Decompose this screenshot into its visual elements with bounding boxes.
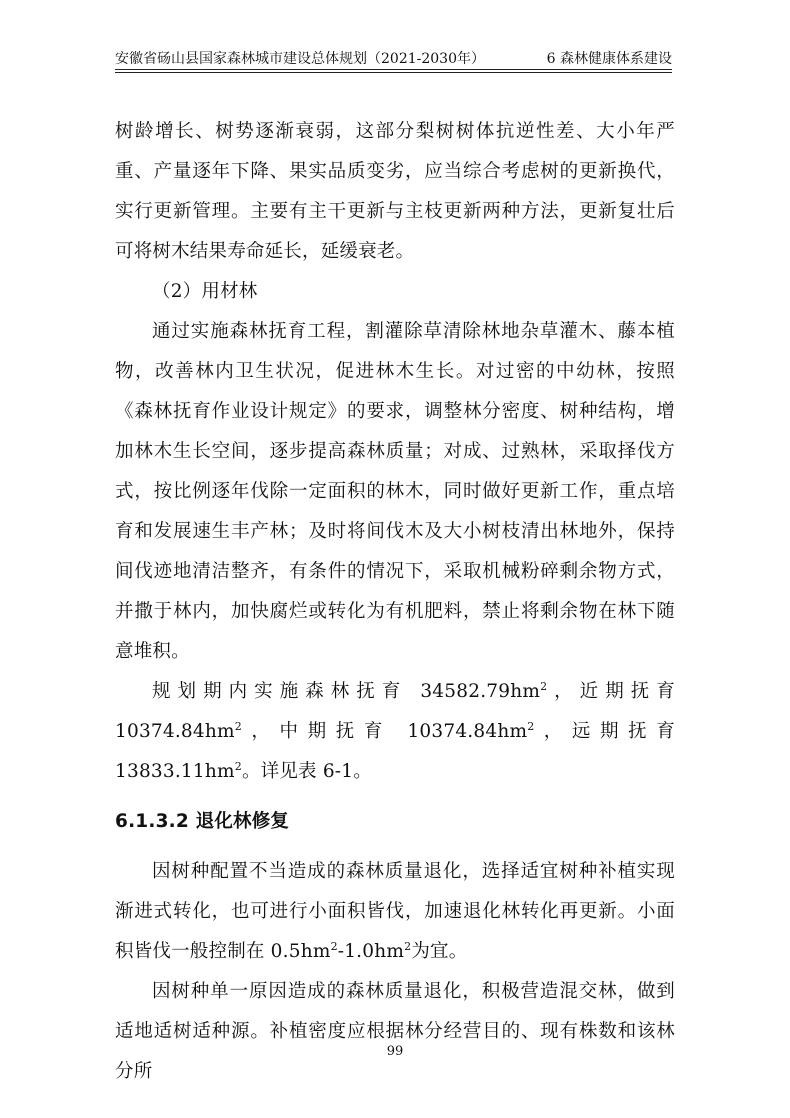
header-rule-thin xyxy=(115,72,672,73)
superscript: 2 xyxy=(404,939,412,953)
paragraph-degraded-forest xyxy=(115,852,675,972)
header-rule xyxy=(115,69,672,70)
text-span: 因树种配置不当造成的森林质量退化，选择适宜树种补植实现渐进式转化，也可进行小面积皆伐，加速退化林转化再更新。小面积皆伐一般控制在 0.5hm xyxy=(115,861,675,962)
paragraph-tree-renewal: 树龄增长、树势逐渐衰弱，这部分梨树树体抗逆性差、大小年严重、产量逐年下降、果实品质变劣，应当综合考虑树的更新换代，实行更新管理。主要有主干更新与主枝更新两种方法，更新复壮后可将树木结果寿命延长，延缓衰老。 xyxy=(115,121,675,262)
paragraph-forest-tending: 通过实施森林抚育工程，割灌除草清除林地杂草灌木、藤本植物，改善林内卫生状况，促进林木生长。对过密的中幼林，按照《森林抚育作业设计规定》的要求，调整林分密度、树种结构，增加林木生长空间，逐步提高森林质量；对成、过熟林，采取择伐方式，按比例逐年伐除一定面积的林木，同时做好更新工作，重点培育和发展速生丰产林；及时将间伐木及大小树枝清出林地外，保持间伐迹地清洁整齐，有条件的情况下，采取机械粉碎剩余物方式，并撒于林内，加快腐烂或转化为有机肥料，禁止将剩余物在林下随意堆积。 xyxy=(115,321,675,662)
paragraph-tending-area xyxy=(115,672,675,792)
paragraph-mixed-forest: 因树种单一原因造成的森林质量退化，积极营造混交林，做到适地适树适种源。补植密度应根据林分经营目的、现有株数和该林分所 xyxy=(115,981,675,1082)
subheading-timber-forest: （2）用材林 xyxy=(152,281,258,302)
text-span: 规划期内实施森林抚育 34582.79hm xyxy=(152,681,541,702)
text-span: ，近期抚育 10374.84hm xyxy=(115,681,675,742)
superscript: 2 xyxy=(330,939,338,953)
page-number: 99 xyxy=(386,1044,404,1059)
superscript: 2 xyxy=(527,719,535,733)
header-document-title: 安徽省砀山县国家森林城市建设总体规划（2021-2030年） xyxy=(115,51,485,67)
superscript: 2 xyxy=(234,759,242,773)
text-span: 。详见表 6-1。 xyxy=(241,761,372,782)
text-span: 为宜。 xyxy=(411,941,468,962)
text-span: -1.0hm xyxy=(337,941,405,962)
text-span: ，远期抚育 13833.11hm xyxy=(115,721,675,782)
header-chapter-title: 6 森林健康体系建设 xyxy=(546,51,672,67)
page-body xyxy=(115,112,675,1092)
text-span: ，中期抚育 10374.84hm xyxy=(241,721,528,742)
section-heading: 6.1.3.2 退化林修复 xyxy=(115,811,290,832)
page-header xyxy=(115,44,672,68)
superscript: 2 xyxy=(234,719,242,733)
superscript: 2 xyxy=(540,679,548,693)
